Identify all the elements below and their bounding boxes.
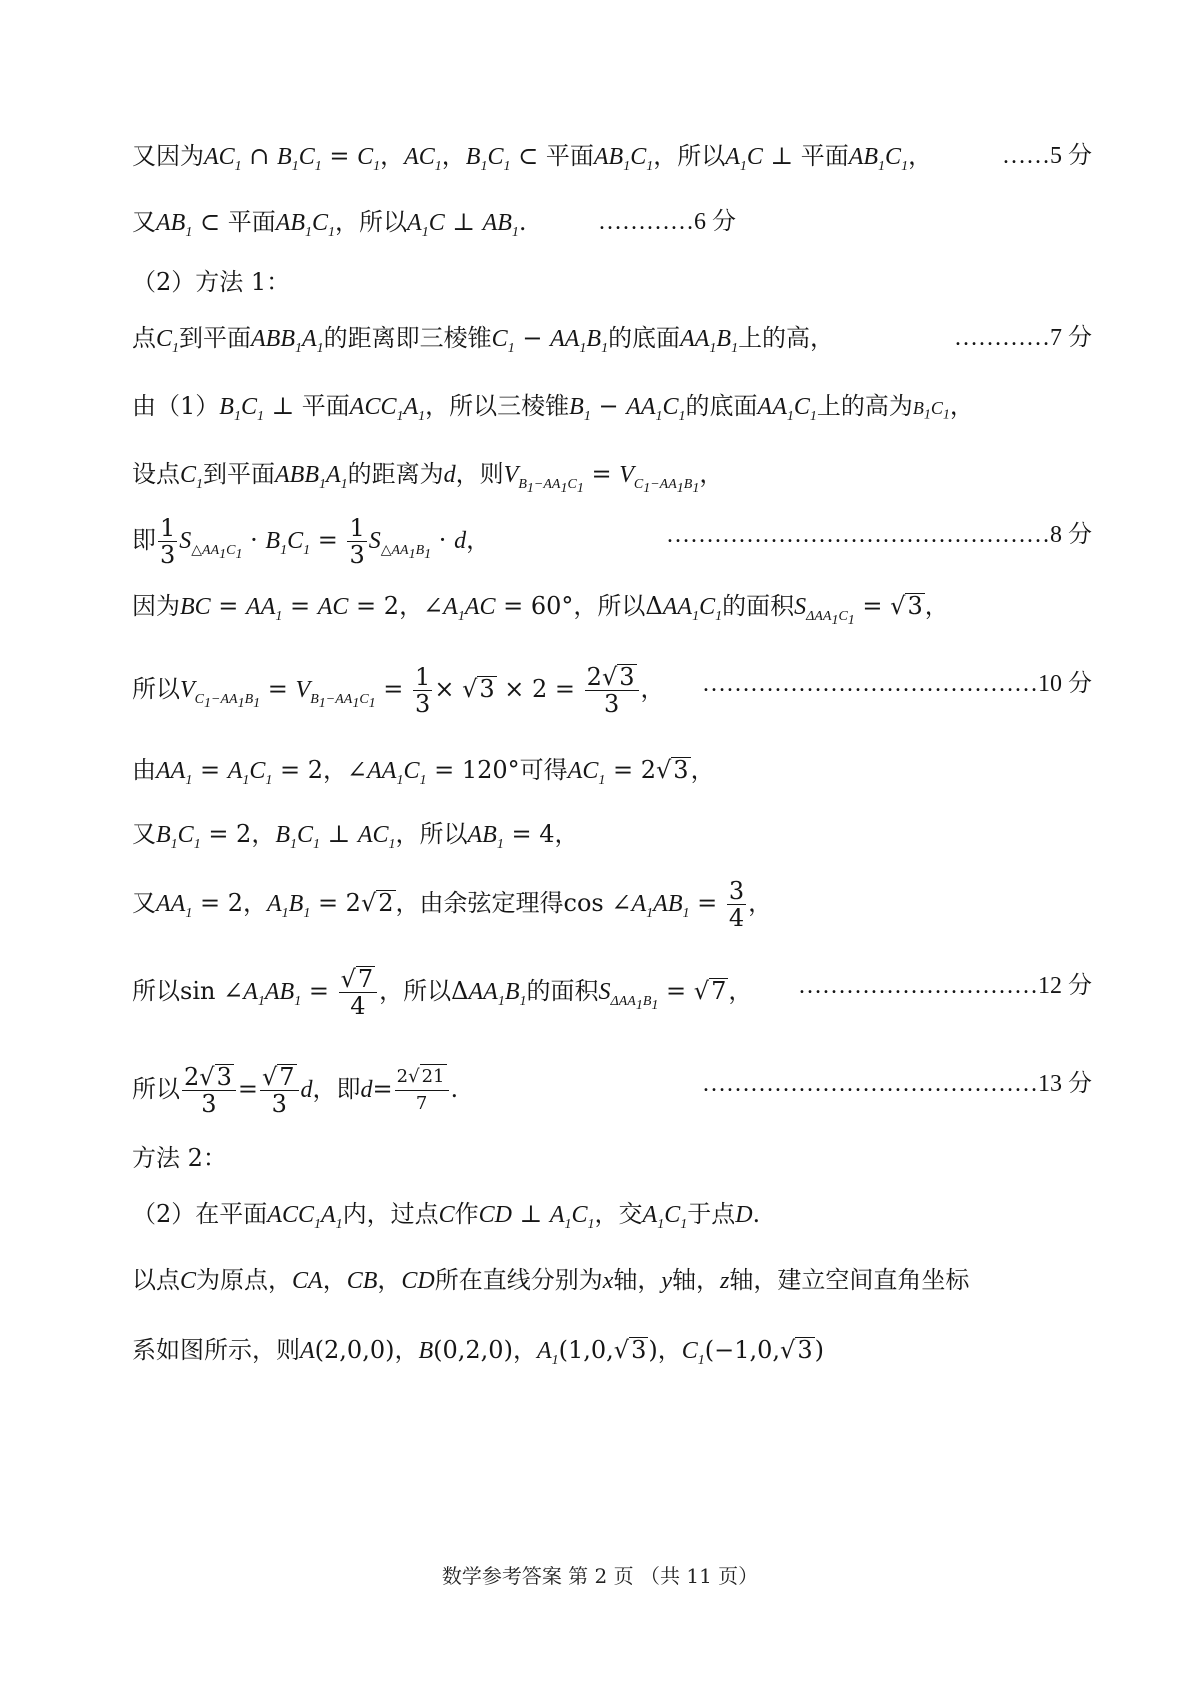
line-1: 又因为$AC_1$ ∩ $B_1C_1 = C_1$，$AC_1$，$B_1C_1$ ⊂ 平面$AB_1C_1$，所以$A_1C$ ⊥ 平面$AB_1C_1$， ……5 分 — [132, 136, 1092, 187]
line-9: 所以$V_{C_1-AA_1B_1} = V_{B_1-AA_1C_1}$ = $\frac{1}{3}$ × √3 × 2 = $\frac{2√3}{3}$ ， ……………………………………10 分 — [132, 663, 1092, 718]
method-2-heading: 方法 2： — [132, 1144, 227, 1172]
line-14: 所以 $\frac{2√3}{3}$ = $\frac{√7}{3}$ d，即d= $\frac{2√ 21}{7}$ . ……………………………………13 分 — [132, 1063, 1092, 1118]
score-13: ……………………………………13 分 — [702, 1071, 1092, 1097]
line-8: 因为BC = $AA_1$ = AC = 2，$\angle A_1AC = 60^\circ$，所以$\Delta AA_1C_1$的面积$S_{\Delta AA_1C_1} = √3$， — [132, 592, 949, 628]
line-12: 又$AA_1 = 2$，$A_1B_1 = 2√2$，由余弦定理得$\cos \angle A_1AB_1$ = $\frac{3}{4}$ ， — [132, 877, 773, 932]
line-4: 点$C_1$到平面$ABB_1A_1$的距离即三棱锥$C_1 - AA_1B_1$的底面$AA_1B_1$上的高， …………7 分 — [132, 318, 1092, 369]
score-10: ……………………………………10 分 — [702, 671, 1092, 697]
line-13: 所以$\sin \angle A_1AB_1$ = $\frac{√7}{4}$ ，所以$\Delta AA_1B_1$的面积$S_{\Delta AA_1B_1} = √7$， …………………………12 分 — [132, 965, 1092, 1020]
score-8: …………………………………………8 分 — [666, 522, 1092, 548]
score-12: …………………………12 分 — [798, 973, 1092, 999]
line-5: 由$(1)B_1C_1$ ⊥ 平面$ACC_1A_1$，所以三棱锥$B_1 - AA_1C_1$的底面$AA_1C_1$上的高为$B_1C_1$， — [132, 392, 974, 424]
line-18: 系如图所示，则A(2,0,0)，B(0,2,0)，$A_1(1,0,√3)$，$C_1(-1,0,√3)$ — [132, 1336, 824, 1368]
line-11: 又$B_1C_1 = 2$，$B_1C_1$ ⊥ $AC_1$，所以$AB_1 = 4$， — [132, 820, 579, 852]
line-17: 以点C为原点，CA，CB，CD所在直线分别为x轴，y轴，z轴，建立空间直角坐标 — [132, 1266, 970, 1294]
score-7: …………7 分 — [954, 325, 1092, 351]
line-16: （2）在平面$ACC_1A_1$内，过点C作CD ⊥ $A_1C_1$，交$A_1C_1$于点D. — [132, 1200, 761, 1232]
score-6: …………6 分 — [598, 209, 736, 235]
line-10: 由$AA_1 = A_1C_1 = 2$，$\angle AA_1C_1 = 120^\circ$可得$AC_1 = 2√3$， — [132, 756, 715, 788]
method-1-heading: （2）方法 1： — [132, 268, 291, 296]
page-footer: 数学参考答案 第 2 页 （共 11 页） — [441, 1564, 759, 1588]
line-6: 设点$C_1$到平面$ABB_1A_1$的距离为d，则$V_{B_1-AA_1C_1} = V_{C_1-AA_1B_1}$， — [132, 460, 724, 496]
score-5: ……5 分 — [1002, 143, 1092, 169]
line-2: 又$AB_1$ ⊂ 平面$AB_1C_1$，所以$A_1C$ ⊥ $AB_1$. …………6 分 — [132, 202, 1092, 253]
line-7: 即 $\frac{1}{3}$ $S_{\triangle AA_1C_1} \cdot B_1C_1$ = $\frac{1}{3}$ $S_{\triangle AA_1B_1} \cdot d$， …………………………………………8 分 — [132, 514, 1092, 569]
